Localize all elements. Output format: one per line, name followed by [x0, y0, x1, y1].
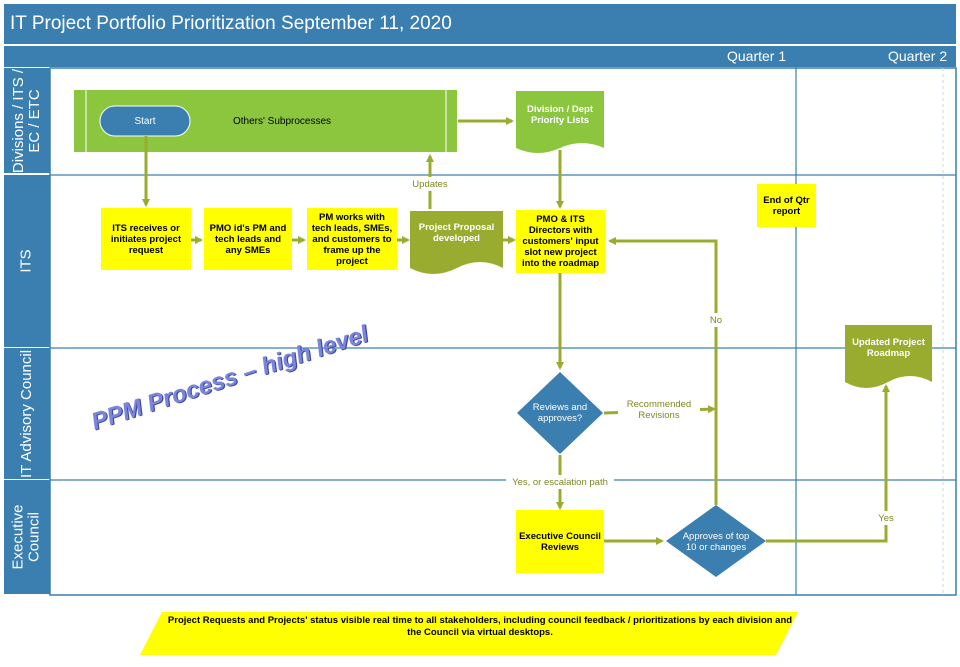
- end-qtr-report-box: End of Qtr report: [757, 184, 816, 227]
- lane-its-label: ITS: [18, 249, 35, 273]
- edge-label-yes: Yes: [874, 511, 898, 525]
- division-priority-lists: Division / Dept Priority Lists: [527, 104, 593, 126]
- pm-works-box: PM works with tech leads, SMEs, and customers to frame up the project: [307, 208, 397, 270]
- page-title: IT Project Portfolio Prioritization September 11, 2020: [4, 4, 956, 44]
- reviews-approves-label: Reviews and approves?: [532, 402, 588, 424]
- connector: [766, 386, 886, 541]
- project-proposal-label: Project Proposal developed: [418, 222, 495, 244]
- edge-label-yes-escalation: Yes, or escalation path: [506, 475, 614, 489]
- lane-executive-label: Executive Council: [10, 504, 44, 570]
- approves-top10-label: Approves of top 10 or changes: [682, 531, 750, 553]
- updated-roadmap-label: Updated Project Roadmap: [852, 337, 925, 359]
- pmo-ids-box: PMO id's PM and tech leads and any SMEs: [204, 208, 292, 270]
- edge-label-updates: Updates: [410, 177, 450, 191]
- pmo-its-directors-box: PMO & ITS Directors with customers' input slot new project into the roadmap: [516, 210, 605, 273]
- edge-label-recommended-revisions: Recommended Revisions: [618, 396, 700, 424]
- footer-note: Project Requests and Projects' status visible real time to all stakeholders, including council feedback / prioritizations by each division and the Council via virtual desktops.: [167, 615, 793, 638]
- edge-label-no: No: [706, 313, 726, 327]
- quarter-2-label: Quarter 2: [888, 48, 948, 64]
- others-subprocesses-label: Others' Subprocesses: [232, 115, 332, 127]
- quarter-1-label: Quarter 1: [727, 48, 787, 64]
- connector: [610, 241, 716, 505]
- its-receives-box: ITS receives or initiates project request: [101, 208, 191, 270]
- exec-council-reviews-box: Executive Council Reviews: [516, 510, 604, 573]
- start-node-label: Start: [134, 115, 156, 127]
- lane-advisory-label: IT Advisory Council: [18, 349, 36, 478]
- ppm-process-watermark: PPM Process – high level: [88, 320, 372, 436]
- lane-divisions-label: Divisions / ITS / EC / ETC: [10, 68, 43, 173]
